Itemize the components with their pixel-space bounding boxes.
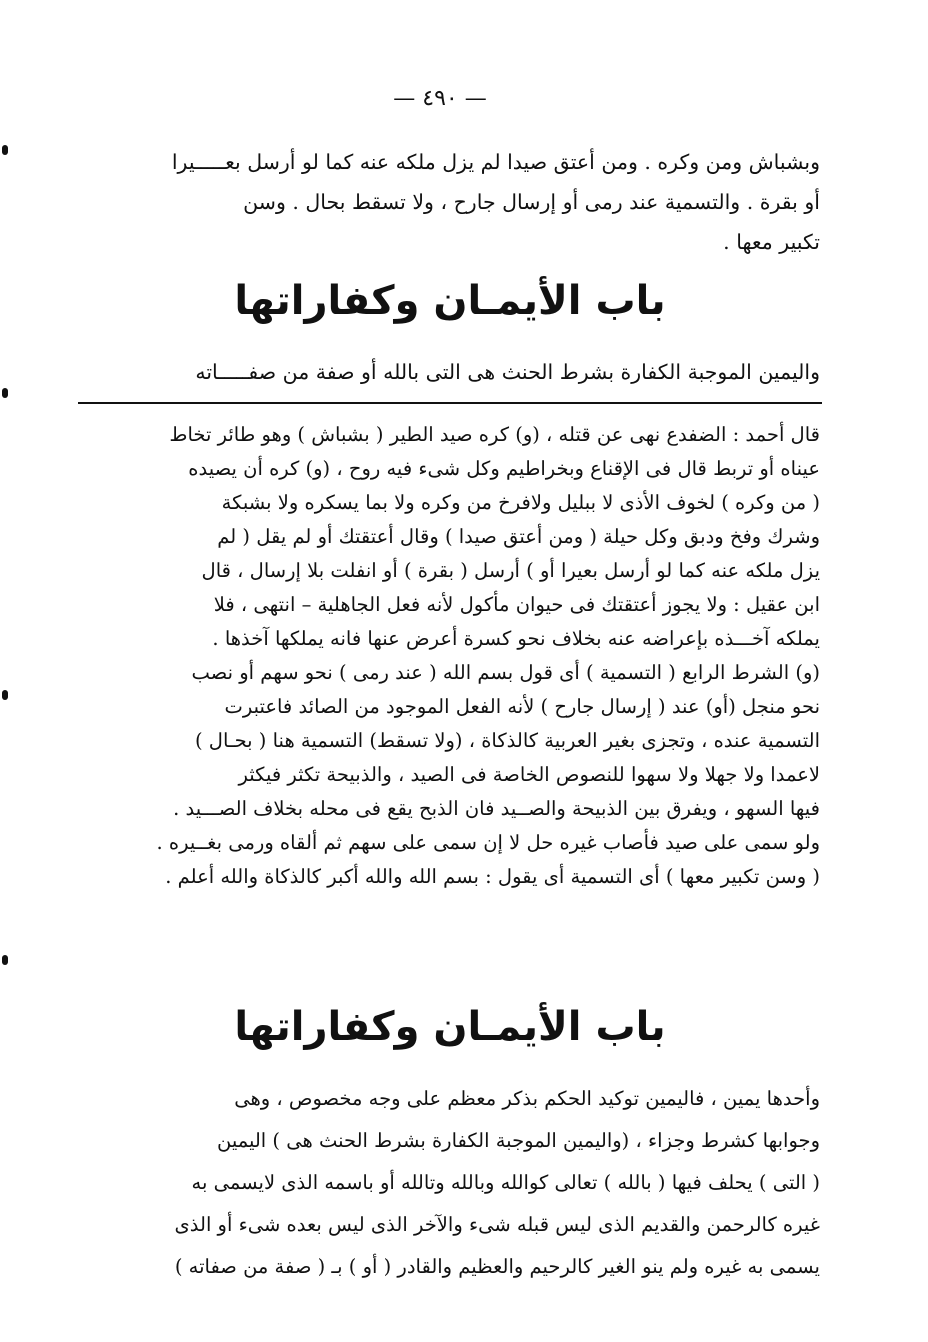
text-line: (و) الشرط الرابع ( التسمية ) أى قول بسم الله ( عند رمى ) نحو سهم أو نصب <box>191 661 820 684</box>
separator-rule <box>78 402 822 404</box>
text-line: عيناه أو تربط قال فى الإقناع وبخراطيم وكل شىء فيه روح ، (و) كره أن يصيده <box>188 457 820 480</box>
text-line: التسمية عنده ، وتجزى بغير العربية كالذكاة ، (ولا تسقط) التسمية هنا ( بحـال ) <box>194 729 820 752</box>
sharh-section-1 <box>80 418 820 894</box>
text-line: غيره كالرحمن والقديم الذى ليس قبله شىء والآخر الذى ليس بعده شىء أو الذى <box>174 1213 820 1236</box>
text-line: ( وسن تكبير معها ) أى التسمية أى يقول : بسم الله والله أكبر كالذكاة والله أعلم . <box>165 865 820 888</box>
sharh-section-2 <box>80 1078 820 1288</box>
text-line: يزل ملكه عنه كما لو أرسل بعيرا أو ) أرسل ( بقرة ) أو انفلت بلا إرسال ، قال <box>201 559 820 582</box>
text-line: وشرك وفخ ودبق وكل حيلة ( ومن أعتق صيدا ) وقال أعتقتك أو لم يقل ( لم <box>217 525 820 548</box>
text-line: ولو سمى على صيد فأصاب غيره حل لا إن سمى على سهم ثم ألقاه ورمى بغــيره . <box>156 831 820 854</box>
matn-top <box>80 142 820 262</box>
scan-artifact <box>2 690 8 700</box>
page-number: — ٤٩٠ — <box>393 86 487 111</box>
scan-artifact <box>2 955 8 965</box>
text-line: ( من وكره ) لخوف الأذى لا ببليل ولافرخ من وكره ولا بما يسكره ولا بشبكة <box>221 491 820 514</box>
chapter-heading-matn: باب الأيمـان وكفاراتها <box>234 278 666 324</box>
text-line: تكبير معها . <box>723 230 820 254</box>
chapter-heading-sharh: باب الأيمـان وكفاراتها <box>234 1004 666 1050</box>
text-line: يسمى به غيره ولم ينو الغير كالرحيم والعظيم والقادر ( أو ) بـ ( صفة من صفاته ) <box>174 1255 820 1278</box>
scan-artifact <box>2 388 8 398</box>
matn-bottom <box>80 352 820 392</box>
text-line: نحو منجل (أو) عند ( إرسال جارح ) لأنه الفعل الموجود من الصائد فاعتبرت <box>224 695 820 718</box>
text-line: ( التى ) يحلف فيها ( بالله ) تعالى كوالله وبالله وتالله أو باسمه الذى لايسمى به <box>191 1171 820 1194</box>
text-line: يملكه آخـــذه بإعراضه عنه بخلاف نحو كسرة أعرض عنها فانه يملكها آخذها . <box>212 627 820 650</box>
text-line: واليمين الموجبة الكفارة بشرط الحنث هى التى بالله أو صفة من صفـــــاته <box>195 360 820 384</box>
text-line: فيها السهو ، ويفرق بين الذبيحة والصــيد فان الذبح يقع فى محله بخلاف الصـــيد . <box>173 797 820 820</box>
text-line: ابن عقيل : ولا يجوز أعتقتك فى حيوان مأكول لأنه فعل الجاهلية – انتهى ، فلا <box>213 593 820 616</box>
text-line: لاعمدا ولا جهلا ولا سهوا للنصوص الخاصة فى الصيد ، والذبيحة تكثر فيكثر <box>238 763 820 786</box>
text-line: وأحدها يمين ، فاليمين توكيد الحكم بذكر معظم على وجه مخصوص ، وهى <box>234 1087 820 1110</box>
text-line: وجوابها كشرط وجزاء ، (واليمين الموجبة الكفارة بشرط الحنث هى ) اليمين <box>216 1129 820 1152</box>
text-line: وبشباش ومن وكره . ومن أعتق صيدا لم يزل ملكه عنه كما لو أرسل بعـــــيرا <box>171 150 820 174</box>
scan-artifact <box>2 145 8 155</box>
text-line: قال أحمد : الضفدع نهى عن قتله ، (و) كره صيد الطير ( بشباش ) وهو طائر تخاط <box>169 423 820 446</box>
text-line: أو بقرة . والتسمية عند رمى أو إرسال جارح ، ولا تسقط بحال . وسن <box>243 190 820 214</box>
